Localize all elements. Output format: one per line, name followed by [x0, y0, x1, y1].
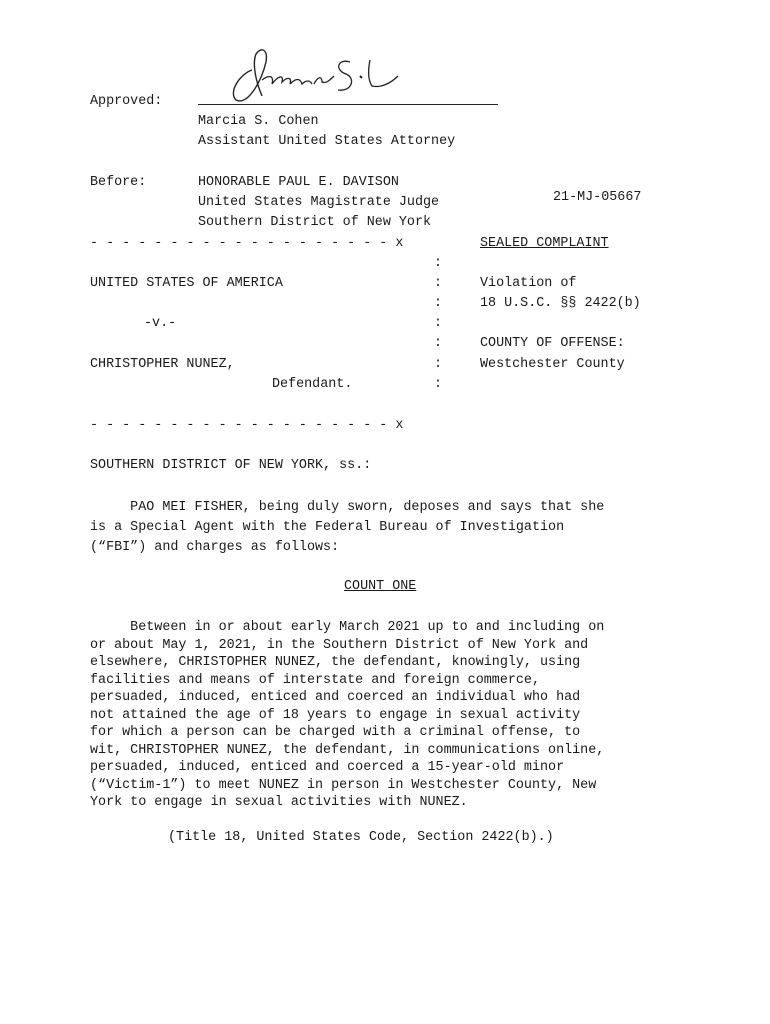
- case-number: 21-MJ-05667: [553, 190, 642, 205]
- intro-paragraph: [90, 498, 680, 558]
- count-line: or about May 1, 2021, in the Southern District of New York and: [90, 637, 589, 653]
- count-line: (“Victim-1”) to meet NUNEZ in person in Westchester County, New: [90, 777, 597, 793]
- count-line: persuaded, induced, enticed and coerced a 15-year-old minor: [90, 760, 565, 775]
- count-line: not attained the age of 18 years to engage in sexual activity: [90, 707, 581, 723]
- before-label: Before:: [90, 175, 147, 190]
- count-line: elsewhere, CHRISTOPHER NUNEZ, the defendant, knowingly, using: [90, 655, 581, 670]
- caption-colon: :: [434, 276, 443, 291]
- statute-citation: (Title 18, United States Code, Section 2422(b).): [168, 830, 554, 845]
- signature-line: [198, 104, 498, 105]
- approver-name: Marcia S. Cohen: [198, 114, 319, 129]
- handwritten-signature: [222, 40, 402, 108]
- plaintiff-name: UNITED STATES OF AMERICA: [90, 276, 283, 291]
- caption-colon: :: [434, 357, 443, 372]
- intro-line: (“FBI”) and charges as follows:: [90, 540, 340, 555]
- caption-bottom-border: - - - - - - - - - - - - - - - - - - - x: [90, 418, 404, 433]
- count-line: wit, CHRISTOPHER NUNEZ, the defendant, in communications online,: [90, 742, 605, 758]
- approved-label: Approved:: [90, 94, 163, 109]
- judge-title: United States Magistrate Judge: [198, 195, 440, 210]
- count-line: facilities and means of interstate and foreign commerce,: [90, 672, 540, 688]
- caption-top-border: - - - - - - - - - - - - - - - - - - - x: [90, 236, 404, 251]
- count-line: persuaded, induced, enticed and coerced an individual who had: [90, 690, 581, 705]
- count-paragraph: [90, 619, 680, 812]
- caption-colon: :: [434, 316, 443, 331]
- county-label: COUNTY OF OFFENSE:: [480, 336, 625, 351]
- defendant-name: CHRISTOPHER NUNEZ,: [90, 357, 235, 372]
- caption-colon: :: [434, 256, 443, 271]
- caption-colon: :: [434, 296, 443, 311]
- complaint-title: SEALED COMPLAINT: [480, 236, 609, 251]
- caption-colon: :: [434, 377, 443, 392]
- violation-label: Violation of: [480, 276, 577, 291]
- count-line: Between in or about early March 2021 up to and including on: [90, 620, 605, 635]
- intro-line: PAO MEI FISHER, being duly sworn, deposes and says that she: [90, 500, 605, 515]
- venue-line: SOUTHERN DISTRICT OF NEW YORK, ss.:: [90, 458, 372, 473]
- judge-district: Southern District of New York: [198, 215, 432, 230]
- defendant-label: Defendant.: [272, 377, 353, 392]
- violation-statute: 18 U.S.C. §§ 2422(b): [480, 296, 641, 311]
- intro-line: is a Special Agent with the Federal Bureau of Investigation: [90, 520, 565, 535]
- county-name: Westchester County: [480, 357, 625, 372]
- count-heading: COUNT ONE: [344, 579, 417, 594]
- caption-colon: :: [434, 336, 443, 351]
- versus-text: -v.-: [144, 316, 177, 331]
- approver-title: Assistant United States Attorney: [198, 134, 456, 149]
- count-line: for which a person can be charged with a criminal offense, to: [90, 725, 581, 740]
- judge-name: HONORABLE PAUL E. DAVISON: [198, 175, 399, 190]
- count-line: York to engage in sexual activities with NUNEZ.: [90, 795, 468, 810]
